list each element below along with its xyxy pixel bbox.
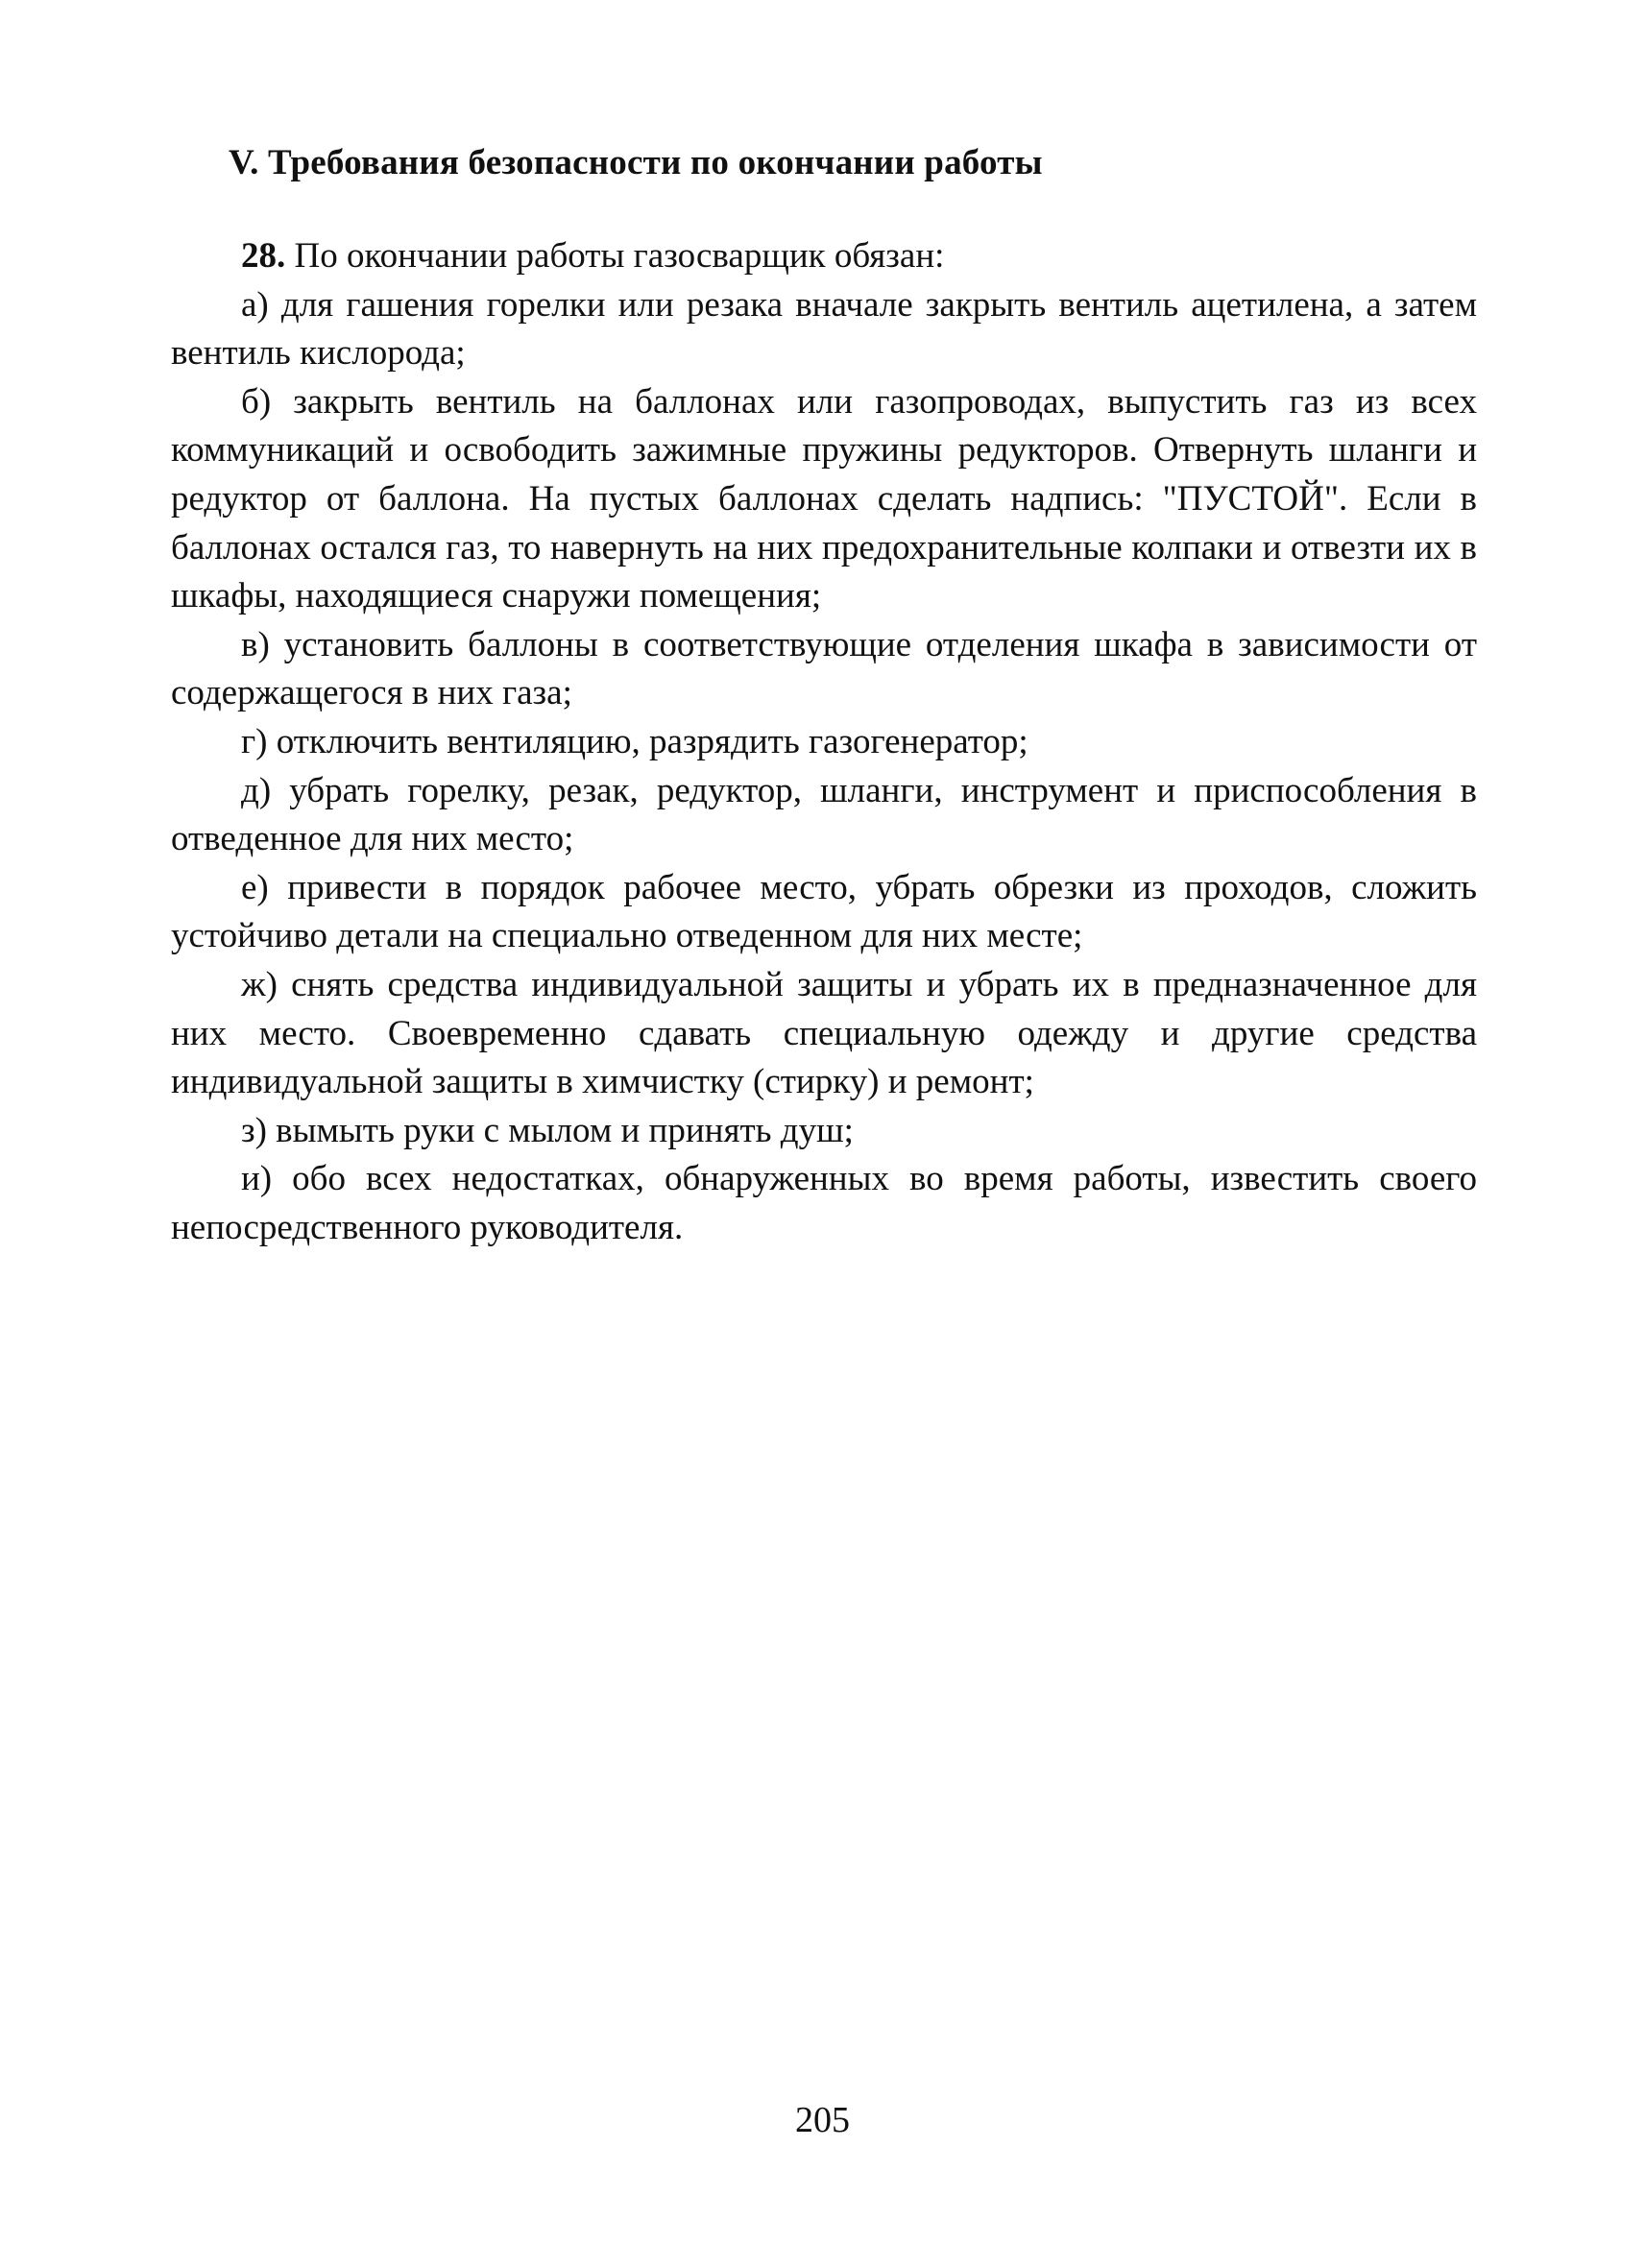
list-item-e: е) привести в порядок рабочее место, убрать обрезки из проходов, сложить устойчиво детали на специально отведенном для них месте; xyxy=(171,867,1477,956)
clause-intro-text: По окончании работы газосварщик обязан: xyxy=(285,236,945,276)
list-item-a: а) для гашения горелки или резака вначале закрыть вентиль ацетилена, а затем вентиль кислорода; xyxy=(171,284,1477,374)
list-item-d: д) убрать горелку, резак, редуктор, шланги, инструмент и приспособления в отведенное для них место; xyxy=(171,770,1477,859)
clause-body xyxy=(171,232,1477,1252)
section-title: V. Требования безопасности по окончании работы xyxy=(229,143,1043,182)
list-item-v: в) установить баллоны в соответствующие отделения шкафа в зависимости от содержащегося в них газа; xyxy=(171,624,1477,713)
clause-intro xyxy=(171,232,1477,281)
list-item-z: з) вымыть руки с мылом и принять душ; xyxy=(241,1110,854,1150)
list-item-i: и) обо всех недостатках, обнаруженных во время работы, известить своего непосредственного руководителя. xyxy=(171,1159,1477,1247)
clause-number: 28. xyxy=(241,236,286,276)
list-item-zh: ж) снять средства индивидуальной защиты и убрать их в предназначенное для них место. Своевременно сдавать специальную одежду и другие средства индивидуальной защиты в химчистку (стирку) и ремонт; xyxy=(171,964,1477,1102)
list-item-b: б) закрыть вентиль на баллонах или газопроводах, выпустить газ из всех коммуникаций и освободить зажимные пружины редукторов. Отвернуть шланги и редуктор от баллона. На пустых баллонах сделать надпись: "ПУСТОЙ". Если в баллонах остался газ, то навернуть на них предохранительные колпаки и отвезти их в шкафы, находящиеся снаружи помещения; xyxy=(171,381,1477,616)
page-number: 205 xyxy=(795,2100,850,2140)
list-item-g: г) отключить вентиляцию, разрядить газогенератор; xyxy=(241,721,1028,761)
